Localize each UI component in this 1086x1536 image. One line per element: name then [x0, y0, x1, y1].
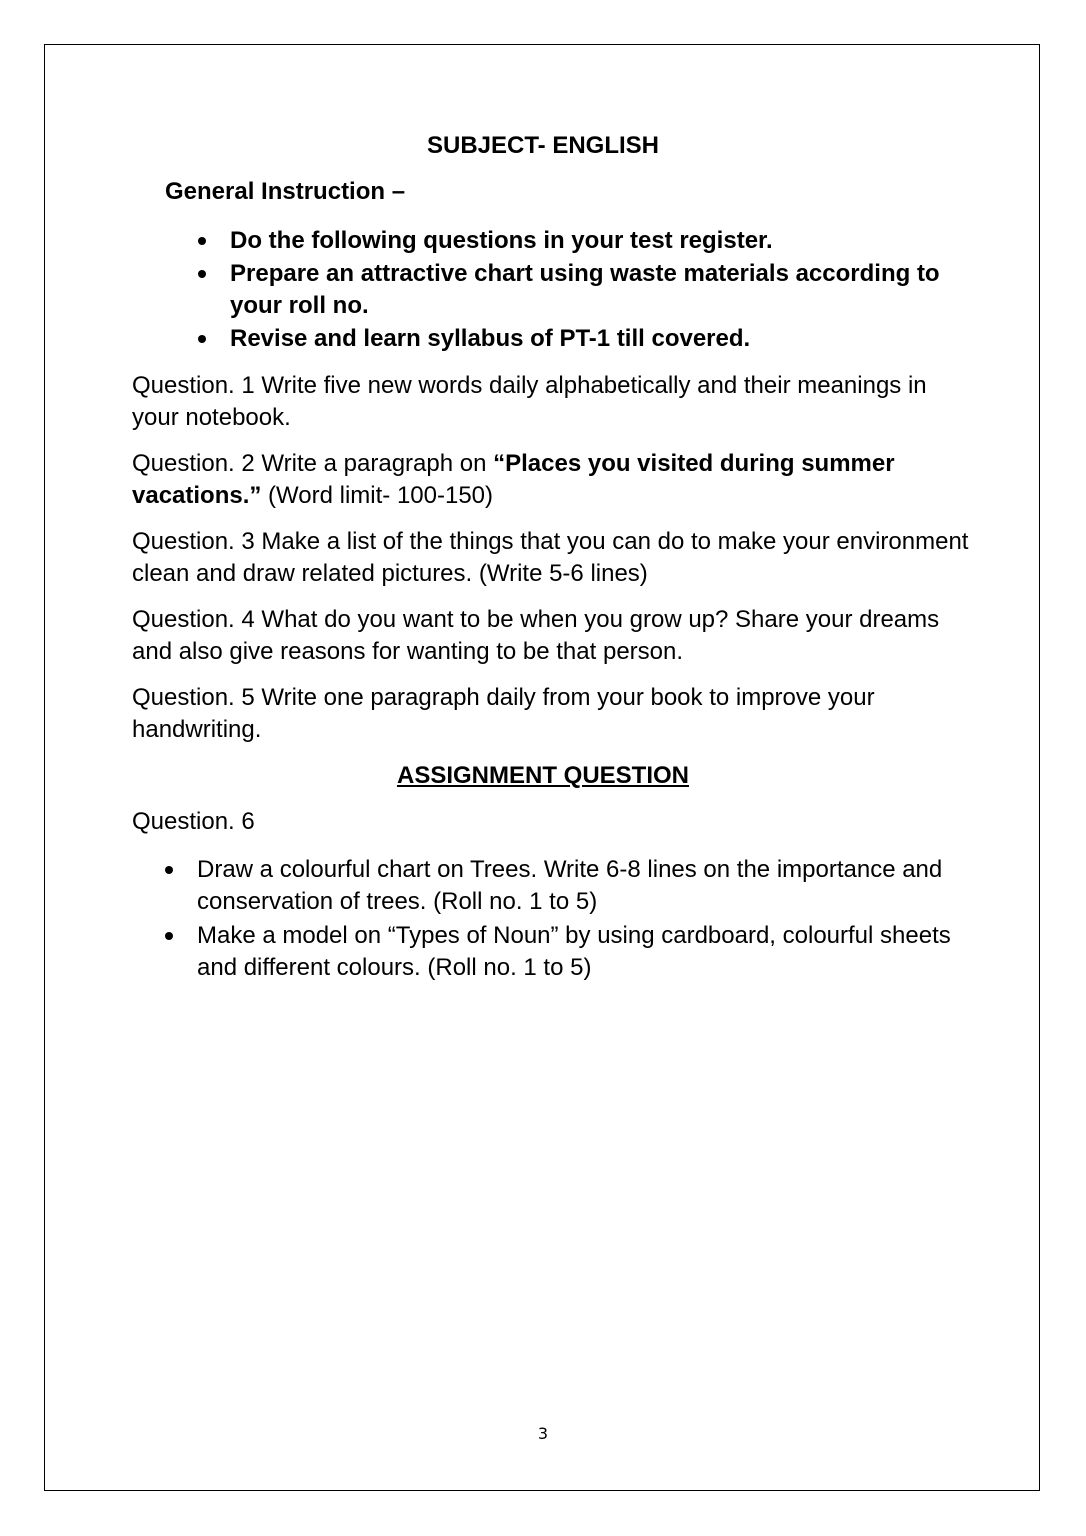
bullet-icon — [198, 237, 206, 245]
list-item — [230, 258, 990, 322]
question-2-prefix: Question. 2 Write a paragraph on — [132, 450, 494, 477]
general-instruction-list — [230, 225, 990, 356]
instruction-text: Do the following questions in your test register. — [230, 227, 773, 254]
question-2-topic: “Places you visited during summer vacations.” — [132, 450, 895, 509]
bullet-icon — [198, 335, 206, 343]
question-1: Question. 1 Write five new words daily alphabetically and their meanings in your notebook. — [132, 372, 927, 431]
question-5: Question. 5 Write one paragraph daily from your book to improve your handwriting. — [132, 684, 875, 743]
list-item — [197, 854, 977, 918]
assignment-text: Make a model on “Types of Noun” by using cardboard, colourful sheets and different colours. (Roll no. 1 to 5) — [197, 922, 951, 981]
question-3: Question. 3 Make a list of the things that you can do to make your environment clean and draw related pictures. (Write 5-6 lines) — [132, 528, 969, 587]
bullet-icon — [165, 866, 173, 874]
list-item — [230, 323, 990, 355]
bullet-icon — [198, 270, 206, 278]
instruction-text: Prepare an attractive chart using waste materials according to your roll no. — [230, 260, 940, 319]
question-2-suffix: (Word limit- 100-150) — [261, 482, 494, 509]
list-item — [197, 920, 977, 984]
page-number: 3 — [537, 1424, 549, 1443]
question-4: Question. 4 What do you want to be when you grow up? Share your dreams and also give reasons for wanting to be that person. — [132, 606, 940, 665]
bullet-icon — [165, 932, 173, 940]
list-item — [230, 225, 990, 257]
assignment-heading: ASSIGNMENT QUESTION — [396, 762, 690, 789]
question-2 — [132, 448, 972, 512]
instruction-text: Revise and learn syllabus of PT-1 till covered. — [230, 325, 751, 352]
assignment-list — [197, 854, 977, 986]
assignment-text: Draw a colourful chart on Trees. Write 6-8 lines on the importance and conservation of trees. (Roll no. 1 to 5) — [197, 856, 943, 915]
question-6-label: Question. 6 — [132, 808, 255, 835]
general-instruction-heading: General Instruction – — [165, 178, 406, 205]
subject-heading: SUBJECT- ENGLISH — [426, 132, 660, 159]
